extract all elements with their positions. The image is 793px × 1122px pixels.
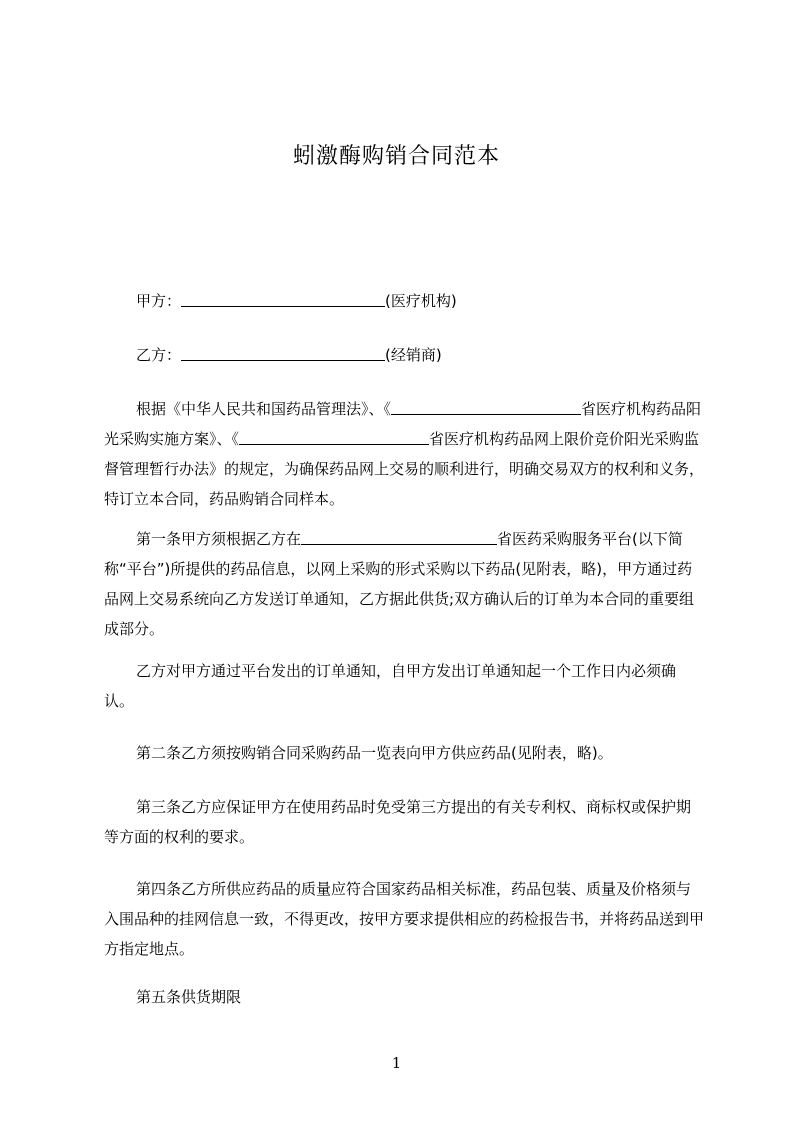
article-1-blank	[301, 528, 497, 545]
intro-text-1: 根据《中华人民共和国药品管理法》、《	[136, 400, 392, 418]
party-b-blank	[181, 344, 385, 361]
party-b-suffix: (经销商)	[385, 346, 442, 364]
intro-blank-2	[239, 428, 429, 445]
article-2-paragraph: 第二条乙方须按购销合同采购药品一览表向甲方供应药品(见附表，略)。	[136, 744, 613, 762]
intro-paragraph	[104, 394, 704, 514]
party-a-line	[136, 286, 457, 316]
article-4-paragraph: 第四条乙方所供应药品的质量应符合国家药品相关标准，药品包装、质量及价格须与入围品种的挂网信息一致，不得更改，按甲方要求提供相应的药检报告书，并将药品送到甲方指定地点。	[104, 880, 705, 958]
intro-blank-1	[391, 398, 581, 415]
article-3-paragraph: 第三条乙方应保证甲方在使用药品时免受第三方提出的有关专利权、商标权或保护期等方面的权利的要求。	[104, 798, 692, 846]
document-title: 蚓激酶购销合同范本	[292, 144, 500, 169]
article-1-text-2: 省医药采购服务平台(以下简称“平台”)所提供的药品信息，以网上采购的形式采购以下药品(见附表，略)，甲方通过药品网上交易系统向乙方发送订单通知，乙方据此供货;双方确认后的订单为本合同的重要组成部分。	[104, 530, 695, 638]
article-1b-paragraph: 乙方对甲方通过平台发出的订单通知，自甲方发出订单通知起一个工作日内必须确认。	[104, 662, 677, 710]
party-a-suffix: (医疗机构)	[385, 292, 457, 310]
article-1-paragraph	[104, 524, 704, 644]
party-a-blank	[181, 290, 385, 307]
article-5-heading: 第五条供货期限	[136, 988, 242, 1006]
party-b-line	[136, 340, 442, 370]
intro-text-2: 省医疗机构药品阳光采购实施方案》、《	[104, 400, 702, 448]
party-a-label: 甲方：	[136, 292, 182, 310]
party-b-label: 乙方：	[136, 346, 182, 364]
intro-text-3: 省医疗机构药品网上限价竞价阳光采购监督管理暂行办法》的规定，为确保药品网上交易的顺利进行，明确交易双方的权利和义务，特订立本合同，药品购销合同样本。	[104, 430, 705, 508]
article-1-text-1: 第一条甲方须根据乙方在	[136, 530, 302, 548]
page-number: 1	[391, 1054, 402, 1072]
